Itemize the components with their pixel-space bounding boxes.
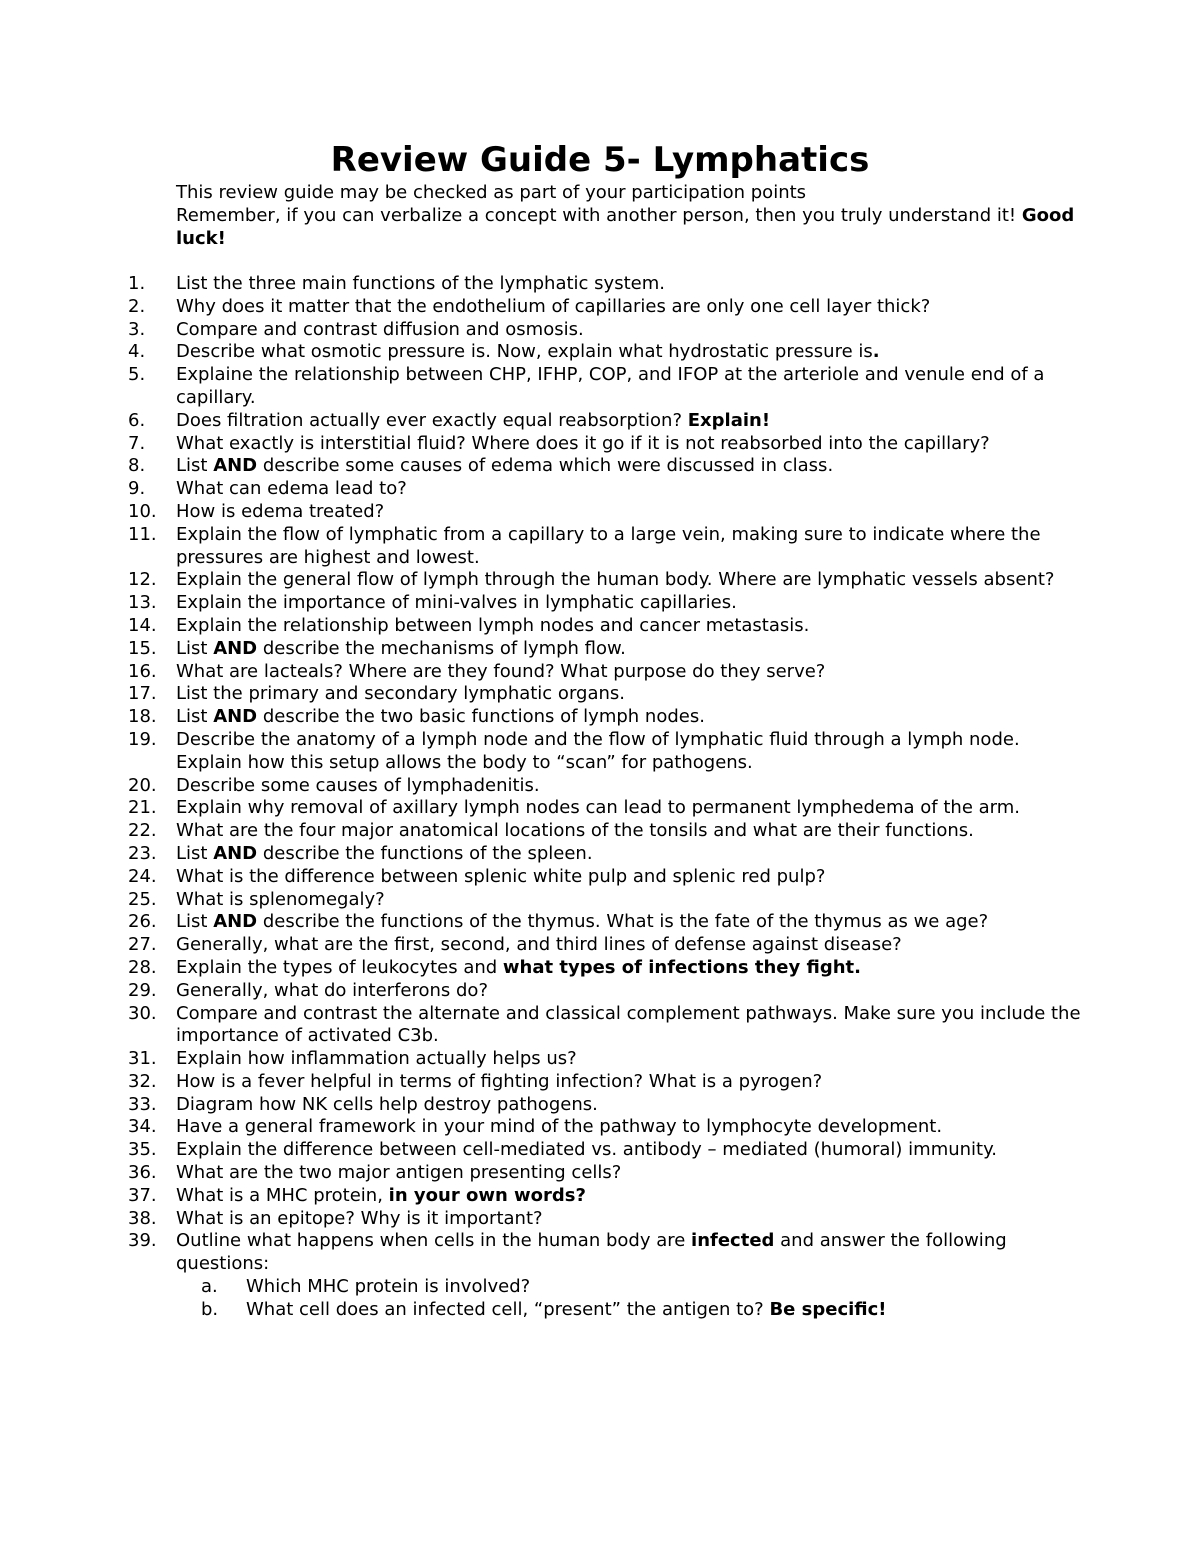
question-emphasis: Explain! xyxy=(687,409,771,431)
question-item xyxy=(128,296,1088,319)
question-number: 36. xyxy=(128,1162,157,1184)
question-number: 17. xyxy=(128,683,157,705)
question-emphasis: Be specific! xyxy=(769,1298,887,1320)
question-number: 9. xyxy=(128,478,146,500)
question-text: Describe the anatomy of a lymph node and the flow of lymphatic fluid through a lymph node. Explain how this setup allows the body to “scan” for pathogens. xyxy=(176,728,1020,773)
question-text: List xyxy=(176,637,214,659)
question-item xyxy=(128,410,1088,433)
sub-question-list xyxy=(176,1276,1088,1322)
question-number: 24. xyxy=(128,865,157,887)
question-number: 20. xyxy=(128,774,157,796)
question-emphasis: AND xyxy=(213,637,258,659)
question-number: 7. xyxy=(128,432,146,454)
question-text: What is an epitope? Why is it important? xyxy=(176,1207,543,1229)
question-item xyxy=(128,1162,1088,1185)
question-text: List xyxy=(176,842,214,864)
question-item xyxy=(128,1139,1088,1162)
question-item xyxy=(128,866,1088,889)
question-number: 2. xyxy=(128,295,146,317)
question-item xyxy=(128,319,1088,342)
question-number: 22. xyxy=(128,820,157,842)
intro-line-2-text: Remember, if you can verbalize a concept with another person, then you truly understand it! xyxy=(176,204,1022,226)
question-number: 6. xyxy=(128,409,146,431)
question-text: What can edema lead to? xyxy=(176,478,407,500)
question-item xyxy=(128,797,1088,820)
question-number: 33. xyxy=(128,1093,157,1115)
question-emphasis: in your own words? xyxy=(388,1184,586,1206)
question-emphasis: AND xyxy=(213,706,258,728)
question-number: 29. xyxy=(128,979,157,1001)
intro-line-1: This review guide may be checked as part of your participation points xyxy=(176,182,807,203)
question-text: Describe some causes of lymphadenitis. xyxy=(176,774,540,796)
question-text: What exactly is interstitial fluid? Where does it go if it is not reabsorbed into the capillary? xyxy=(176,432,990,454)
question-emphasis: AND xyxy=(213,842,258,864)
question-item xyxy=(128,934,1088,957)
question-text: Explain the general flow of lymph through the human body. Where are lymphatic vessels absent? xyxy=(176,569,1055,591)
question-item xyxy=(128,889,1088,912)
question-number: 23. xyxy=(128,842,157,864)
question-item xyxy=(128,661,1088,684)
question-number: 31. xyxy=(128,1048,157,1070)
question-text: describe the functions of the spleen. xyxy=(257,842,593,864)
question-item xyxy=(128,957,1088,980)
question-number: 27. xyxy=(128,934,157,956)
question-item xyxy=(128,729,1088,775)
question-text: Does filtration actually ever exactly equal reabsorption? xyxy=(176,409,688,431)
intro-text xyxy=(176,182,1076,250)
question-item xyxy=(128,1094,1088,1117)
question-text: List xyxy=(176,911,214,933)
question-text: List xyxy=(176,706,214,728)
question-number: 15. xyxy=(128,637,157,659)
question-item xyxy=(128,1071,1088,1094)
question-item xyxy=(128,501,1088,524)
question-text: Explain why removal of axillary lymph nodes can lead to permanent lymphedema of the arm. xyxy=(176,797,1020,819)
question-text: List xyxy=(176,455,214,477)
question-item xyxy=(128,273,1088,296)
question-text: Compare and contrast diffusion and osmosis. xyxy=(176,318,584,340)
question-text: Diagram how NK cells help destroy pathogens. xyxy=(176,1093,598,1115)
question-number: 19. xyxy=(128,728,157,750)
question-number: 8. xyxy=(128,455,146,477)
question-number: 12. xyxy=(128,569,157,591)
question-number: 30. xyxy=(128,1002,157,1024)
question-number: 11. xyxy=(128,523,157,545)
question-item xyxy=(128,1230,1088,1321)
question-item xyxy=(128,615,1088,638)
question-text: Why does it matter that the endothelium of capillaries are only one cell layer thick? xyxy=(176,295,931,317)
page-title: Review Guide 5- Lymphatics xyxy=(330,140,870,180)
question-item xyxy=(128,569,1088,592)
question-number: 25. xyxy=(128,888,157,910)
question-number: 5. xyxy=(128,364,146,386)
question-number: 1. xyxy=(128,273,146,294)
question-text: What cell does an infected cell, “present” the antigen to? xyxy=(246,1298,770,1320)
question-item xyxy=(128,683,1088,706)
question-item xyxy=(128,911,1088,934)
question-text: What is the difference between splenic white pulp and splenic red pulp? xyxy=(176,865,826,887)
question-text: Explain the flow of lymphatic from a capillary to a large vein, making sure to indicate where the pressures are highest and lowest. xyxy=(176,523,1041,568)
question-emphasis: infected xyxy=(691,1230,775,1252)
question-number: 34. xyxy=(128,1116,157,1138)
question-number: 26. xyxy=(128,911,157,933)
question-item xyxy=(128,1048,1088,1071)
question-item xyxy=(128,843,1088,866)
question-item xyxy=(128,524,1088,570)
question-text: Describe what osmotic pressure is. Now, explain what hydrostatic pressure is xyxy=(176,341,873,363)
question-text: What is splenomegaly? xyxy=(176,888,385,910)
question-text: Compare and contrast the alternate and classical complement pathways. Make sure you include the importance of activated C3b. xyxy=(176,1002,1081,1047)
question-text: What are the four major anatomical locations of the tonsils and what are their functions. xyxy=(176,820,974,842)
good-luck-text: Good luck! xyxy=(176,204,1075,249)
question-text: How is a fever helpful in terms of fighting infection? What is a pyrogen? xyxy=(176,1070,823,1092)
question-text: Explain how inflammation actually helps us? xyxy=(176,1048,577,1070)
question-number: 18. xyxy=(128,706,157,728)
question-item xyxy=(128,1116,1088,1139)
question-emphasis: what types of infections they fight. xyxy=(502,956,861,978)
question-number: 37. xyxy=(128,1184,157,1206)
question-item xyxy=(128,478,1088,501)
question-text: Generally, what do interferons do? xyxy=(176,979,489,1001)
question-text: Explaine the relationship between CHP, IFHP, COP, and IFOP at the arteriole and venule end of a capillary. xyxy=(176,364,1045,408)
sub-question-item xyxy=(176,1276,1088,1299)
question-item xyxy=(128,1208,1088,1231)
question-item xyxy=(128,433,1088,456)
question-number: 32. xyxy=(128,1070,157,1092)
question-item xyxy=(128,455,1088,478)
question-item xyxy=(128,638,1088,661)
question-text: describe the two basic functions of lymph nodes. xyxy=(257,706,705,728)
question-text: List the primary and secondary lymphatic organs. xyxy=(176,683,625,705)
question-text: Explain the relationship between lymph nodes and cancer metastasis. xyxy=(176,614,810,636)
question-list xyxy=(128,273,1088,1322)
question-text: describe the mechanisms of lymph flow. xyxy=(257,637,626,659)
question-item xyxy=(128,364,1088,410)
intro-line-2 xyxy=(176,205,1076,251)
question-number: 21. xyxy=(128,797,157,819)
question-text: describe some causes of edema which were discussed in class. xyxy=(257,455,834,477)
question-item xyxy=(128,1003,1088,1049)
question-text: What are the two major antigen presenting cells? xyxy=(176,1162,622,1184)
question-emphasis: AND xyxy=(213,911,258,933)
question-number: 38. xyxy=(128,1207,157,1229)
sub-question-item xyxy=(176,1299,1088,1322)
question-text: List the three main functions of the lymphatic system. xyxy=(176,273,665,294)
question-number: 28. xyxy=(128,956,157,978)
question-text: What are lacteals? Where are they found? What purpose do they serve? xyxy=(176,660,826,682)
question-number: 39. xyxy=(128,1230,157,1252)
question-number: a. xyxy=(201,1276,218,1298)
question-item xyxy=(128,775,1088,798)
question-number: 14. xyxy=(128,614,157,636)
question-text: Have a general framework in your mind of the pathway to lymphocyte development. xyxy=(176,1116,943,1138)
question-text: describe the functions of the thymus. What is the fate of the thymus as we age? xyxy=(257,911,989,933)
question-number: b. xyxy=(201,1298,219,1320)
question-text: Which MHC protein is involved? xyxy=(246,1276,531,1298)
question-number: 35. xyxy=(128,1139,157,1161)
question-number: 13. xyxy=(128,592,157,614)
question-text: How is edema treated? xyxy=(176,500,385,522)
question-text: Explain the types of leukocytes and xyxy=(176,956,503,978)
question-emphasis: AND xyxy=(213,455,258,477)
question-text: Generally, what are the first, second, and third lines of defense against disease? xyxy=(176,934,902,956)
question-number: 4. xyxy=(128,341,146,363)
question-item xyxy=(128,820,1088,843)
question-number: 10. xyxy=(128,500,157,522)
question-emphasis: . xyxy=(872,341,880,363)
question-text: What is a MHC protein, xyxy=(176,1184,389,1206)
question-text: Outline what happens when cells in the human body are xyxy=(176,1230,692,1252)
question-number: 16. xyxy=(128,660,157,682)
question-text: Explain the difference between cell-mediated vs. antibody – mediated (humoral) immunity. xyxy=(176,1139,997,1161)
question-text: and answer the following questions: xyxy=(176,1230,1007,1275)
question-item xyxy=(128,592,1088,615)
question-text: Explain the importance of mini-valves in lymphatic capillaries. xyxy=(176,592,737,614)
question-number: 3. xyxy=(128,318,146,340)
question-item xyxy=(128,980,1088,1003)
question-item xyxy=(128,706,1088,729)
question-item xyxy=(128,341,1088,364)
question-item xyxy=(128,1185,1088,1208)
